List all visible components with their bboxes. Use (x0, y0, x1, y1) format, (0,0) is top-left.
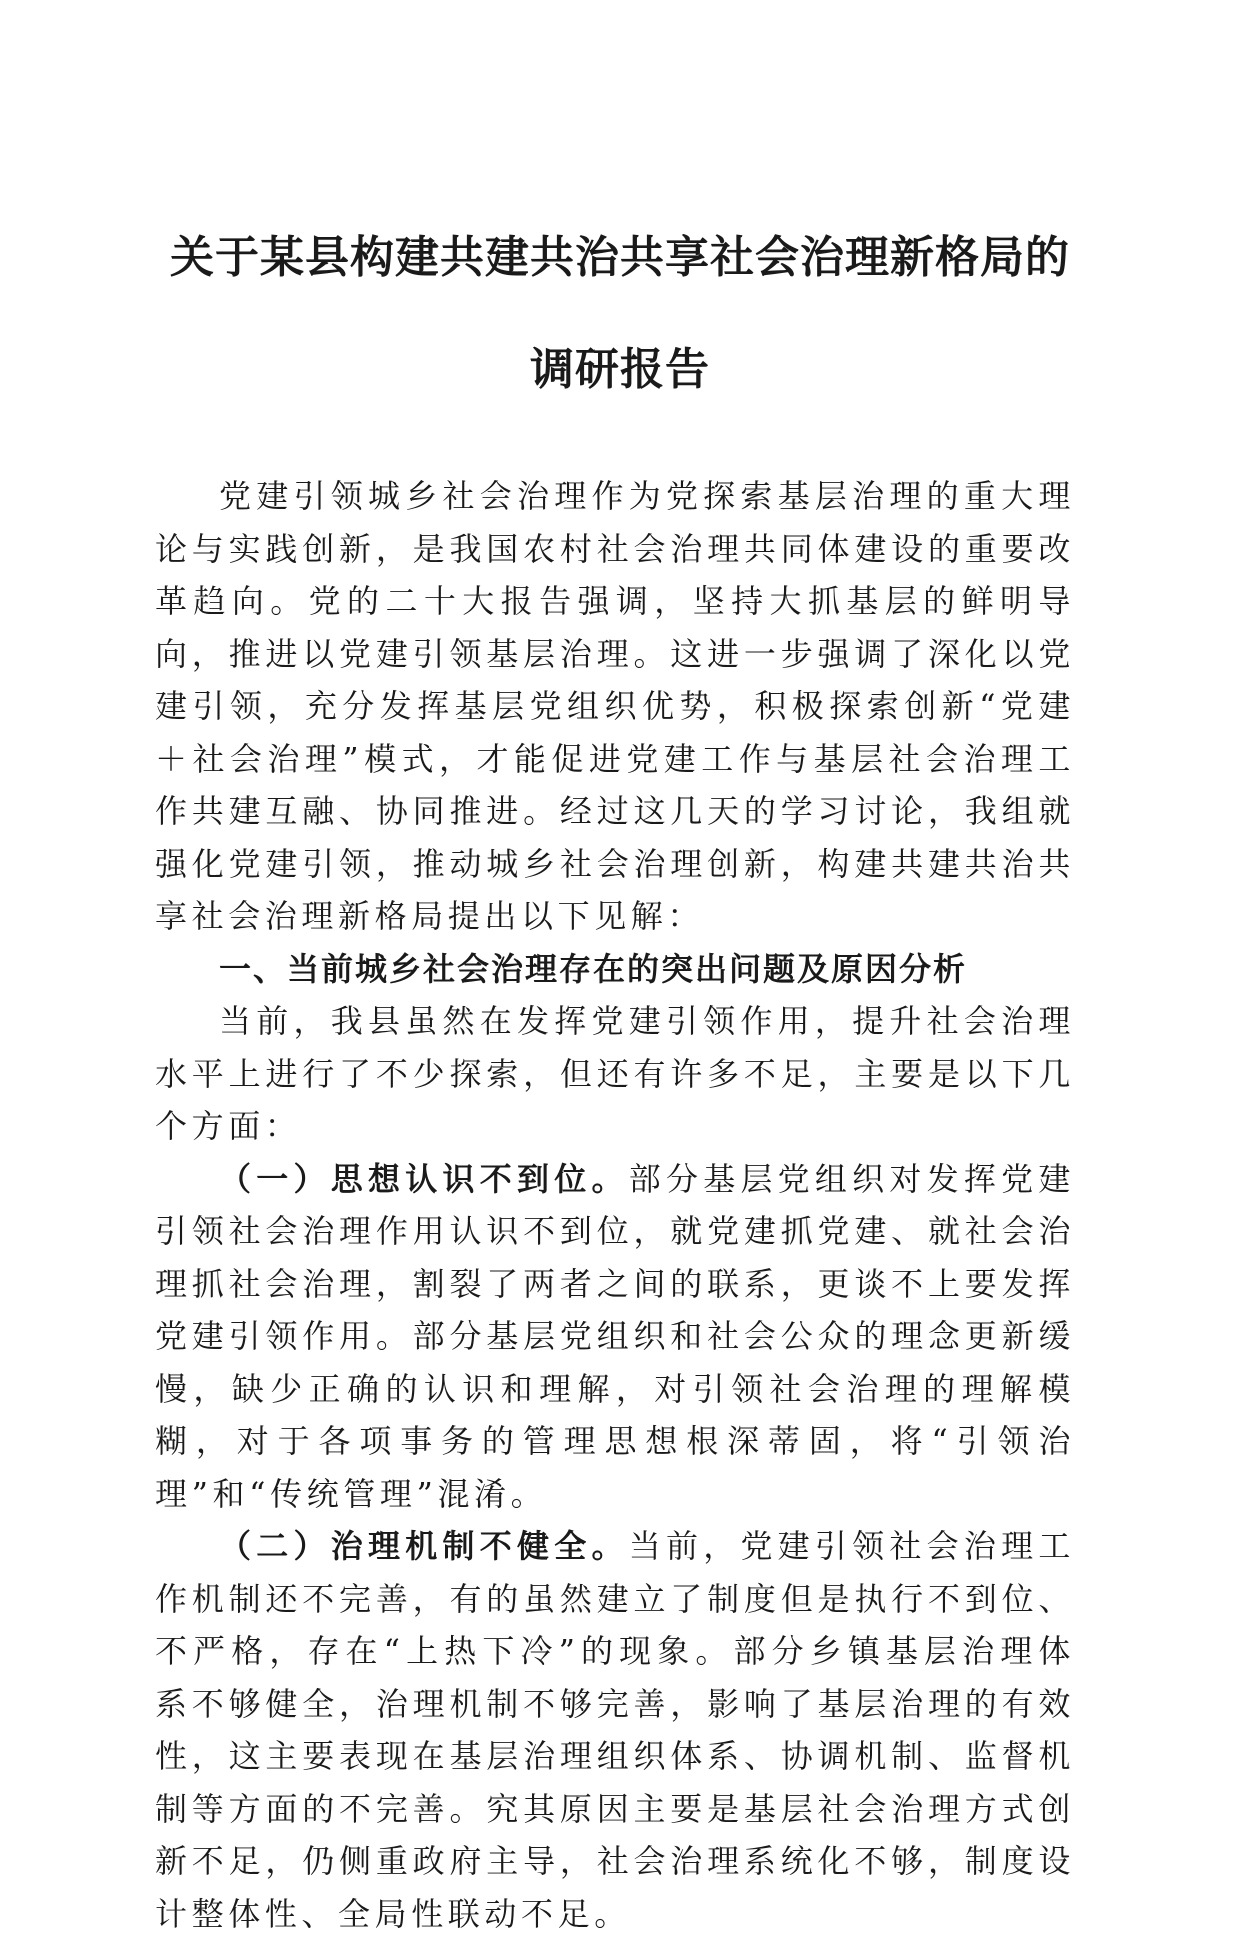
document-title-line-1: 关于某县构建共建共治共享社会治理新格局的 (170, 232, 1070, 283)
item-2-text: 当前，党建引领社会治理工作机制还不完善，有的虽然建立了制度但是执行不到位、不严格，存在“上热下冷”的现象。部分乡镇基层治理体系不够健全，治理机制不够完善，影响了基层治理的有效性，这主要表现在基层治理组织体系、协调机制、监督机制等方面的不完善。究其原因主要是基层社会治理方式创新不足，仍侧重政府主导，社会治理系统化不够，制度设计整体性、全局性联动不足。 (155, 1527, 1075, 1933)
document-body (155, 470, 1075, 1940)
item-2-paragraph (155, 1520, 1075, 1940)
item-1-lead: （一）思想认识不到位。 (219, 1159, 629, 1198)
section-1-heading: 一、当前城乡社会治理存在的突出问题及原因分析 (219, 949, 968, 988)
document-title-line-2: 调研报告 (530, 344, 710, 395)
intro-paragraph: 党建引领城乡社会治理作为党探索基层治理的重大理论与实践创新，是我国农村社会治理共同体建设的重要改革趋向。党的二十大报告强调，坚持大抓基层的鲜明导向，推进以党建引领基层治理。这进一步强调了深化以党建引领，充分发挥基层党组织优势，积极探索创新“党建＋社会治理”模式，才能促进党建工作与基层社会治理工作共建互融、协同推进。经过这几天的学习讨论，我组就强化党建引领，推动城乡社会治理创新，构建共建共治共享社会治理新格局提出以下见解： (155, 477, 1075, 935)
section-1-intro-paragraph: 当前，我县虽然在发挥党建引领作用，提升社会治理水平上进行了不少探索，但还有许多不足，主要是以下几个方面： (155, 1002, 1075, 1145)
item-1-paragraph (155, 1153, 1075, 1521)
item-2-lead: （二）治理机制不健全。 (219, 1527, 629, 1565)
item-1-text: 部分基层党组织对发挥党建引领社会治理作用认识不到位，就党建抓党建、就社会治理抓社会治理，割裂了两者之间的联系，更谈不上要发挥党建引领作用。部分基层党组织和社会公众的理念更新缓慢，缺少正确的认识和理解，对引领社会治理的理解模糊，对于各项事务的管理思想根深蒂固，将“引领治理”和“传统管理”混淆。 (155, 1159, 1075, 1513)
